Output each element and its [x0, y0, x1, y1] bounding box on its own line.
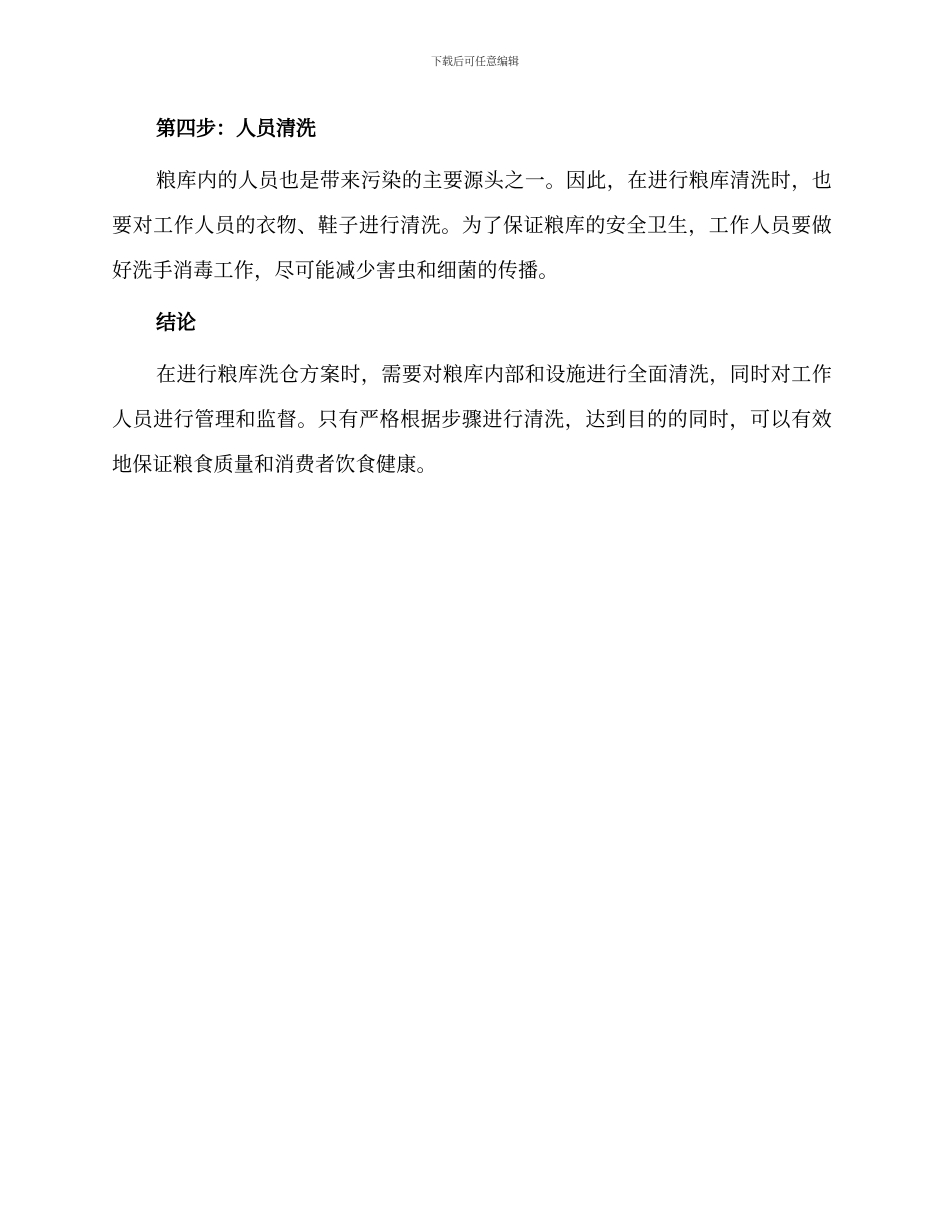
page-header-note: 下载后可任意编辑 [431, 55, 519, 68]
section-paragraph-step-four: 粮库内的人员也是带来污染的主要源头之一。因此，在进行粮库清洗时，也要对工作人员的衣物、鞋子进行清洗。为了保证粮库的安全卫生，工作人员要做好洗手消毒工作，尽可能减少害虫和细菌的传播。 [112, 168, 832, 282]
section-paragraph-conclusion: 在进行粮库洗仓方案时，需要对粮库内部和设施进行全面清洗，同时对工作人员进行管理和监督。只有严格根据步骤进行清洗，达到目的的同时，可以有效地保证粮食质量和消费者饮食健康。 [112, 362, 832, 476]
section-heading-conclusion: 结论 [156, 310, 196, 335]
section-heading-step-four: 第四步：人员清洗 [156, 116, 316, 140]
document-body [112, 112, 832, 487]
